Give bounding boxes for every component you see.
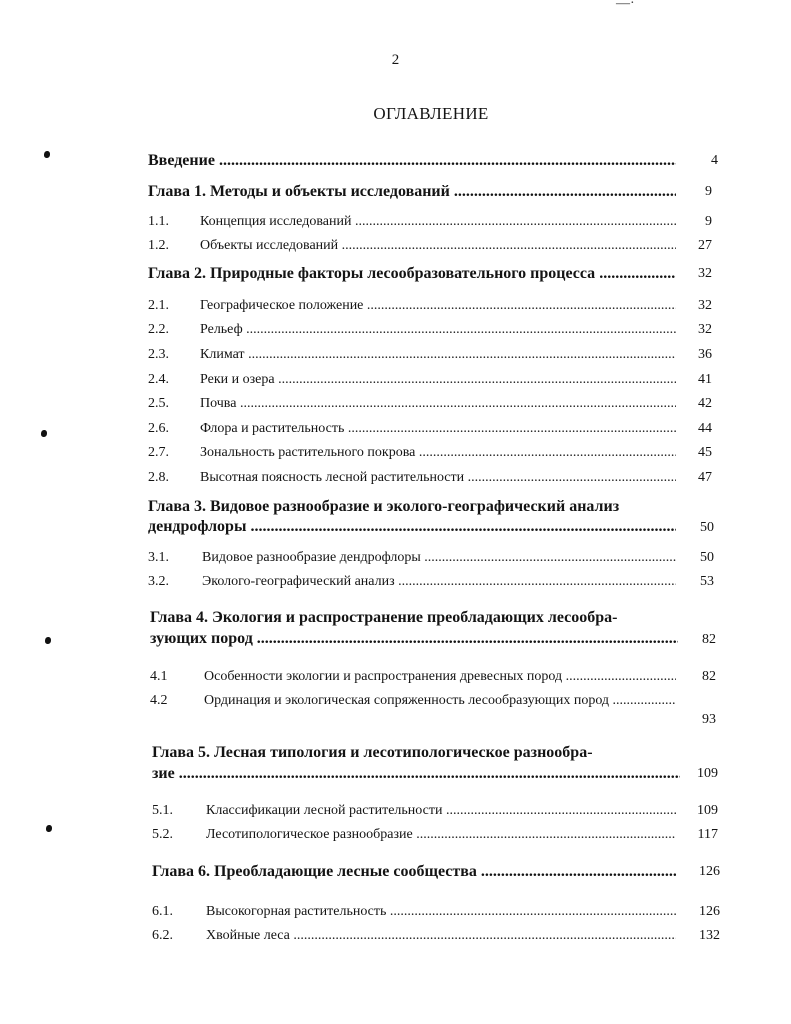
toc-label: Концепция исследований ..... bbox=[200, 213, 676, 230]
toc-chapter-1 bbox=[148, 183, 712, 201]
toc-label: Почва ..... bbox=[200, 395, 676, 412]
toc-page: 126 bbox=[699, 864, 720, 879]
toc-page: 9 bbox=[705, 184, 712, 199]
toc-section-number: 2.7. bbox=[148, 445, 169, 460]
toc-chapter-2 bbox=[148, 265, 712, 283]
toc-label: Видовое разнообразие дендрофлоры ..... bbox=[202, 549, 676, 566]
toc-page: 117 bbox=[697, 827, 718, 842]
toc-section-number: 6.1. bbox=[152, 904, 173, 919]
toc-label-continuation: дендрофлоры ..... bbox=[148, 518, 676, 536]
toc-page: 32 bbox=[698, 298, 712, 313]
toc-section-number: 2.3. bbox=[148, 347, 169, 362]
toc-section-number: 3.2. bbox=[148, 574, 169, 589]
toc-section-number: 1.2. bbox=[148, 238, 169, 253]
corner-mark: —· bbox=[616, 0, 635, 11]
toc-page: 82 bbox=[702, 632, 716, 647]
toc-page: 41 bbox=[698, 372, 712, 387]
scan-speck bbox=[45, 637, 51, 644]
toc-section bbox=[150, 668, 716, 685]
toc-label: Глава 2. Природные факторы лесообразовательного процесса ..... bbox=[148, 265, 676, 283]
toc-label: Глава 3. Видовое разнообразие и эколого-географический анализ bbox=[148, 498, 620, 515]
toc-section bbox=[152, 927, 720, 944]
toc-label: Высокогорная растительность ..... bbox=[206, 903, 676, 920]
toc-label: Классификации лесной растительности ..... bbox=[206, 802, 676, 819]
toc-section-number: 5.2. bbox=[152, 827, 173, 842]
toc-page: 36 bbox=[698, 347, 712, 362]
toc-label: Глава 4. Экология и распространение преобладающих лесообра- bbox=[150, 609, 618, 626]
toc-page: 126 bbox=[699, 904, 720, 919]
toc-section bbox=[148, 469, 712, 486]
toc-label: Глава 5. Лесная типология и лесотипологическое разнообра- bbox=[152, 744, 593, 761]
toc-label: Глава 6. Преобладающие лесные сообщества ..... bbox=[152, 863, 676, 881]
toc-chapter-4 bbox=[150, 609, 716, 649]
toc-page: 32 bbox=[698, 266, 712, 281]
toc-label: Введение ..... bbox=[148, 152, 676, 170]
toc-page: 132 bbox=[699, 928, 720, 943]
toc-page: 42 bbox=[698, 396, 712, 411]
toc-section-number: 2.6. bbox=[148, 421, 169, 436]
page-title: ОГЛАВЛЕНИЕ bbox=[373, 104, 489, 123]
toc-section-number: 2.8. bbox=[148, 470, 169, 485]
toc-label: Флора и растительность ..... bbox=[200, 420, 676, 437]
toc-section-number: 2.1. bbox=[148, 298, 169, 313]
toc-section-number: 5.1. bbox=[152, 803, 173, 818]
toc-page: 53 bbox=[700, 574, 714, 589]
toc-page: 32 bbox=[698, 322, 712, 337]
toc-section bbox=[148, 573, 714, 590]
toc-section-number: 3.1. bbox=[148, 550, 169, 565]
page-number: 2 bbox=[391, 52, 400, 68]
toc-label: Высотная поясность лесной растительности ..... bbox=[200, 469, 676, 486]
toc-section-number: 2.2. bbox=[148, 322, 169, 337]
toc-chapter-5 bbox=[152, 744, 718, 784]
toc-section bbox=[152, 826, 718, 843]
toc-section bbox=[148, 213, 712, 230]
toc-label: Рельеф ..... bbox=[200, 321, 676, 338]
toc-label: Зональность растительного покрова ..... bbox=[200, 444, 676, 461]
toc-page: 9 bbox=[705, 214, 712, 229]
toc-section bbox=[148, 395, 712, 412]
toc-section bbox=[148, 321, 712, 338]
toc-chapter-6 bbox=[152, 863, 720, 881]
toc-label-continuation: зующих пород ..... bbox=[150, 630, 678, 648]
toc-section bbox=[152, 802, 718, 819]
toc-page: 4 bbox=[711, 153, 718, 168]
toc-page: 44 bbox=[698, 421, 712, 436]
toc-intro bbox=[148, 152, 718, 170]
toc-section bbox=[148, 444, 712, 461]
toc-label: Ординация и экологическая сопряженность лесообразующих пород ..... bbox=[204, 692, 676, 709]
toc-section bbox=[148, 237, 712, 254]
scan-speck bbox=[46, 825, 52, 832]
toc-section-number: 1.1. bbox=[148, 214, 169, 229]
toc-label: Эколого-географический анализ ..... bbox=[202, 573, 676, 590]
toc-page: 27 bbox=[698, 238, 712, 253]
toc-section bbox=[150, 692, 716, 728]
toc-page: 45 bbox=[698, 445, 712, 460]
toc-page: 93 bbox=[702, 712, 716, 727]
toc-label: Географическое положение ..... bbox=[200, 297, 676, 314]
toc-label: Лесотипологическое разнообразие ..... bbox=[206, 826, 676, 843]
toc-label-continuation: зие ..... bbox=[152, 765, 680, 783]
toc-section-number: 2.5. bbox=[148, 396, 169, 411]
toc-section-number: 6.2. bbox=[152, 928, 173, 943]
toc-section bbox=[148, 346, 712, 363]
toc-label: Объекты исследований ..... bbox=[200, 237, 676, 254]
scan-speck bbox=[44, 151, 50, 158]
toc-page: 82 bbox=[702, 669, 716, 684]
toc-label: Реки и озера ..... bbox=[200, 371, 676, 388]
toc-page: 109 bbox=[697, 766, 718, 781]
toc-label: Климат ..... bbox=[200, 346, 676, 363]
toc-label: Хвойные леса ..... bbox=[206, 927, 676, 944]
toc-section bbox=[148, 371, 712, 388]
scan-speck bbox=[41, 430, 47, 437]
toc-page: 50 bbox=[700, 550, 714, 565]
toc-page: 50 bbox=[700, 520, 714, 535]
toc-label: Особенности экологии и распространения древесных пород ..... bbox=[204, 668, 676, 685]
toc-section bbox=[148, 297, 712, 314]
toc-section bbox=[152, 903, 720, 920]
toc-section bbox=[148, 549, 714, 566]
toc-section-number: 4.2 bbox=[150, 693, 168, 708]
toc-section-number: 2.4. bbox=[148, 372, 169, 387]
toc-page: 109 bbox=[697, 803, 718, 818]
toc-page: 47 bbox=[698, 470, 712, 485]
toc-label: Глава 1. Методы и объекты исследований ..... bbox=[148, 183, 676, 201]
toc-section-number: 4.1 bbox=[150, 669, 168, 684]
toc-chapter-3 bbox=[148, 498, 714, 538]
toc-section bbox=[148, 420, 712, 437]
